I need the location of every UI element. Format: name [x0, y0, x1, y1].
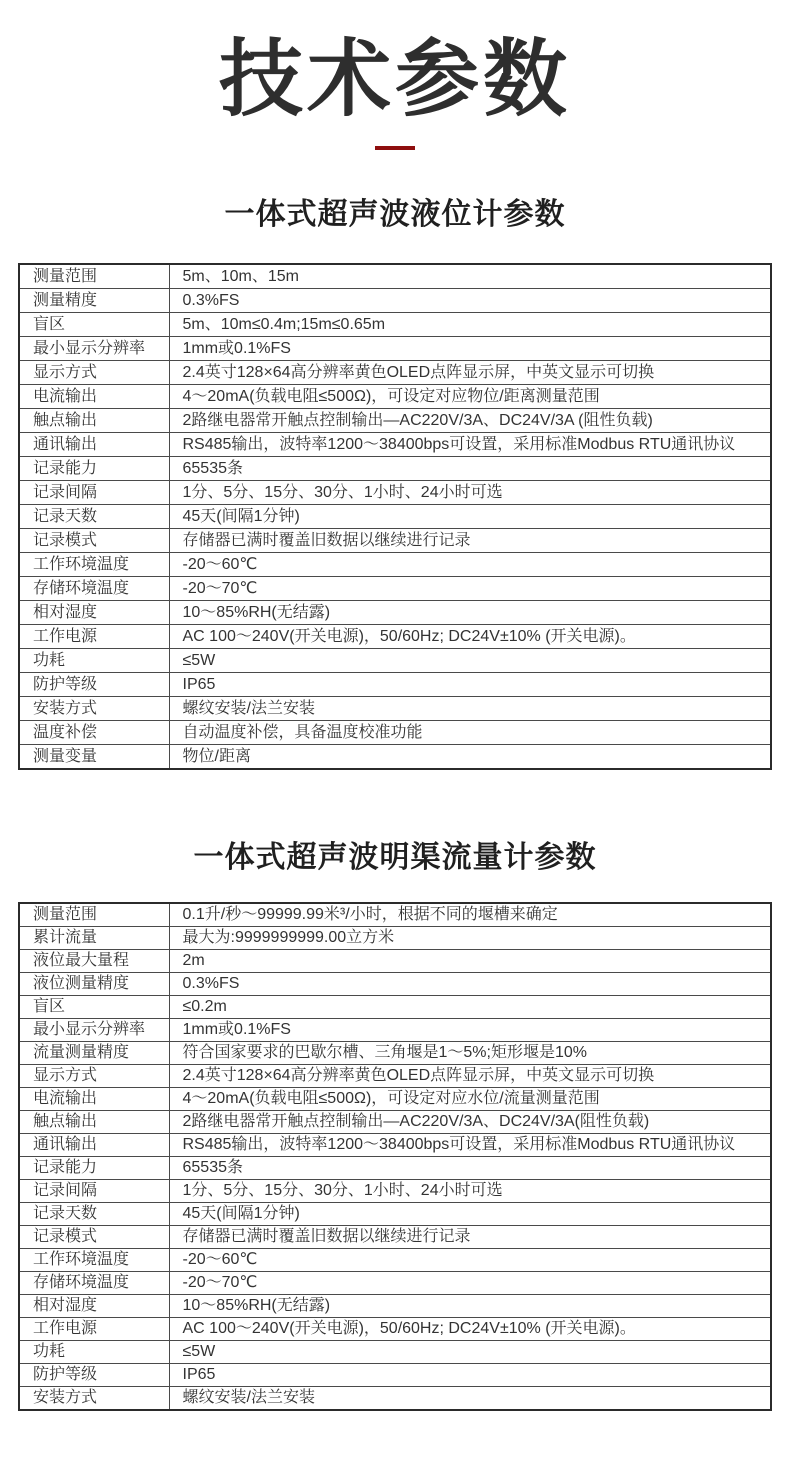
spec-label: 功耗	[19, 649, 169, 673]
spec-row	[19, 481, 771, 505]
spec-label: 相对湿度	[19, 1295, 169, 1318]
spec-row	[19, 457, 771, 481]
spec-row	[19, 553, 771, 577]
section-level-meter	[0, 197, 790, 770]
spec-label: 测量范围	[19, 264, 169, 289]
spec-value: 5m、10m、15m	[169, 264, 771, 289]
spec-label: 累计流量	[19, 927, 169, 950]
spec-value: 5m、10m≤0.4m;15m≤0.65m	[169, 313, 771, 337]
spec-value: 符合国家要求的巴歇尔槽、三角堰是1～5%;矩形堰是10%	[169, 1042, 771, 1065]
spec-row	[19, 745, 771, 770]
spec-label: 记录天数	[19, 1203, 169, 1226]
spec-value: ≤5W	[169, 649, 771, 673]
spec-label: 通讯输出	[19, 433, 169, 457]
spec-label: 显示方式	[19, 1065, 169, 1088]
spec-value: 10～85%RH(无结露)	[169, 1295, 771, 1318]
spec-row	[19, 1295, 771, 1318]
spec-row	[19, 601, 771, 625]
spec-row	[19, 996, 771, 1019]
spec-label: 工作电源	[19, 1318, 169, 1341]
spec-value: 2m	[169, 950, 771, 973]
spec-row	[19, 973, 771, 996]
spec-value: 2路继电器常开触点控制输出—AC220V/3A、DC24V/3A(阻性负载)	[169, 1111, 771, 1134]
spec-label: 功耗	[19, 1341, 169, 1364]
spec-value: 1mm或0.1%FS	[169, 337, 771, 361]
spec-label: 工作环境温度	[19, 553, 169, 577]
spec-value: 1mm或0.1%FS	[169, 1019, 771, 1042]
spec-row	[19, 927, 771, 950]
spec-row	[19, 1134, 771, 1157]
spec-row	[19, 313, 771, 337]
spec-row	[19, 577, 771, 601]
spec-label: 工作环境温度	[19, 1249, 169, 1272]
spec-label: 温度补偿	[19, 721, 169, 745]
spec-label: 安装方式	[19, 1387, 169, 1411]
spec-value: 10～85%RH(无结露)	[169, 601, 771, 625]
spec-row	[19, 1272, 771, 1295]
spec-row	[19, 1364, 771, 1387]
spec-row	[19, 385, 771, 409]
spec-row	[19, 1318, 771, 1341]
spec-row	[19, 529, 771, 553]
spec-label: 记录天数	[19, 505, 169, 529]
spec-row	[19, 264, 771, 289]
spec-label: 触点输出	[19, 409, 169, 433]
spec-row	[19, 950, 771, 973]
spec-row	[19, 1226, 771, 1249]
spec-row	[19, 1249, 771, 1272]
spec-value: RS485输出，波特率1200～38400bps可设置，采用标准Modbus RTU通讯协议	[169, 1134, 771, 1157]
spec-label: 盲区	[19, 313, 169, 337]
spec-value: 1分、5分、15分、30分、1小时、24小时可选	[169, 481, 771, 505]
spec-row	[19, 903, 771, 927]
spec-label: 测量精度	[19, 289, 169, 313]
spec-label: 记录间隔	[19, 481, 169, 505]
spec-label: 防护等级	[19, 1364, 169, 1387]
spec-row	[19, 673, 771, 697]
spec-label: 液位测量精度	[19, 973, 169, 996]
spec-label: 电流输出	[19, 1088, 169, 1111]
spec-row	[19, 649, 771, 673]
spec-label: 触点输出	[19, 1111, 169, 1134]
spec-value: 65535条	[169, 457, 771, 481]
spec-label: 通讯输出	[19, 1134, 169, 1157]
spec-value: -20～70℃	[169, 577, 771, 601]
spec-label: 存储环境温度	[19, 1272, 169, 1295]
spec-value: 2.4英寸128×64高分辨率黄色OLED点阵显示屏，中英文显示可切换	[169, 361, 771, 385]
spec-row	[19, 505, 771, 529]
spec-row	[19, 1019, 771, 1042]
spec-label: 测量变量	[19, 745, 169, 770]
spec-value: RS485输出，波特率1200～38400bps可设置，采用标准Modbus RTU通讯协议	[169, 433, 771, 457]
spec-value: 螺纹安装/法兰安装	[169, 697, 771, 721]
spec-label: 记录能力	[19, 1157, 169, 1180]
spec-value: 物位/距离	[169, 745, 771, 770]
spec-row	[19, 409, 771, 433]
spec-row	[19, 625, 771, 649]
spec-row	[19, 337, 771, 361]
spec-row	[19, 1111, 771, 1134]
spec-row	[19, 1341, 771, 1364]
spec-label: 记录模式	[19, 529, 169, 553]
spec-value: 螺纹安装/法兰安装	[169, 1387, 771, 1411]
spec-row	[19, 433, 771, 457]
title-divider	[375, 146, 415, 150]
spec-value: -20～70℃	[169, 1272, 771, 1295]
spec-value: 4～20mA(负载电阻≤500Ω)，可设定对应物位/距离测量范围	[169, 385, 771, 409]
spec-row	[19, 1387, 771, 1411]
spec-value: AC 100～240V(开关电源)，50/60Hz; DC24V±10% (开关电源)。	[169, 1318, 771, 1341]
spec-label: 最小显示分辨率	[19, 1019, 169, 1042]
spec-label: 电流输出	[19, 385, 169, 409]
spec-row	[19, 1157, 771, 1180]
spec-value: -20～60℃	[169, 1249, 771, 1272]
spec-label: 显示方式	[19, 361, 169, 385]
spec-label: 记录能力	[19, 457, 169, 481]
spec-value: 0.1升/秒～99999.99米³/小时，根据不同的堰槽来确定	[169, 903, 771, 927]
spec-label: 防护等级	[19, 673, 169, 697]
page-title: 技术参数	[218, 32, 571, 126]
section-flow-meter	[0, 840, 790, 1411]
spec-label: 流量测量精度	[19, 1042, 169, 1065]
spec-value: 1分、5分、15分、30分、1小时、24小时可选	[169, 1180, 771, 1203]
spec-label: 最小显示分辨率	[19, 337, 169, 361]
spec-label: 记录模式	[19, 1226, 169, 1249]
spec-value: 45天(间隔1分钟)	[169, 505, 771, 529]
spec-value: 2路继电器常开触点控制输出—AC220V/3A、DC24V/3A (阻性负载)	[169, 409, 771, 433]
spec-label: 测量范围	[19, 903, 169, 927]
spec-value: IP65	[169, 1364, 771, 1387]
level-meter-spec-table	[18, 263, 772, 770]
spec-value: ≤0.2m	[169, 996, 771, 1019]
spec-row	[19, 1065, 771, 1088]
spec-row	[19, 1088, 771, 1111]
spec-row	[19, 1180, 771, 1203]
spec-row	[19, 1203, 771, 1226]
spec-value: 0.3%FS	[169, 973, 771, 996]
spec-value: ≤5W	[169, 1341, 771, 1364]
spec-value: 最大为:9999999999.00立方米	[169, 927, 771, 950]
flow-meter-spec-table	[18, 902, 772, 1411]
spec-value: 存储器已满时覆盖旧数据以继续进行记录	[169, 1226, 771, 1249]
spec-row	[19, 361, 771, 385]
spec-value: 4～20mA(负载电阻≤500Ω)，可设定对应水位/流量测量范围	[169, 1088, 771, 1111]
spec-label: 存储环境温度	[19, 577, 169, 601]
spec-value: 0.3%FS	[169, 289, 771, 313]
spec-row	[19, 1042, 771, 1065]
spec-value: 2.4英寸128×64高分辨率黄色OLED点阵显示屏，中英文显示可切换	[169, 1065, 771, 1088]
flow-meter-heading: 一体式超声波明渠流量计参数	[193, 841, 597, 875]
spec-label: 相对湿度	[19, 601, 169, 625]
spec-value: IP65	[169, 673, 771, 697]
spec-row	[19, 697, 771, 721]
spec-label: 盲区	[19, 996, 169, 1019]
spec-label: 记录间隔	[19, 1180, 169, 1203]
spec-value: 自动温度补偿，具备温度校准功能	[169, 721, 771, 745]
spec-label: 液位最大量程	[19, 950, 169, 973]
spec-value: 65535条	[169, 1157, 771, 1180]
spec-label: 工作电源	[19, 625, 169, 649]
spec-value: 存储器已满时覆盖旧数据以继续进行记录	[169, 529, 771, 553]
spec-value: -20～60℃	[169, 553, 771, 577]
spec-row	[19, 289, 771, 313]
spec-value: 45天(间隔1分钟)	[169, 1203, 771, 1226]
spec-value: AC 100～240V(开关电源)，50/60Hz; DC24V±10% (开关电源)。	[169, 625, 771, 649]
spec-label: 安装方式	[19, 697, 169, 721]
level-meter-heading: 一体式超声波液位计参数	[224, 198, 566, 232]
spec-row	[19, 721, 771, 745]
